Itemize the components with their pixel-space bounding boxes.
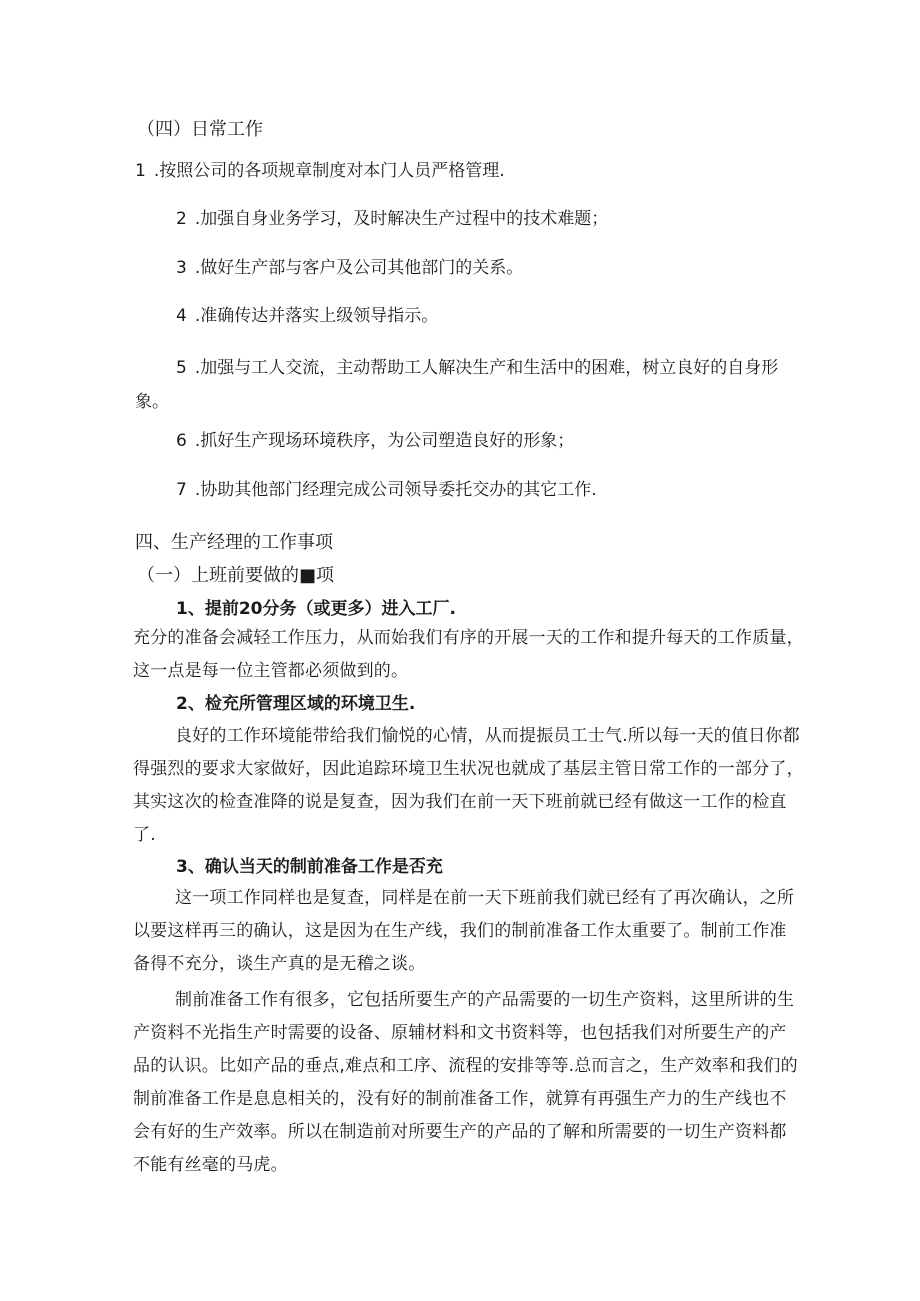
paragraph-line: 制前准备工作是息息相关的，没有好的制前准备工作，就算有再强生产力的生产线也不	[133, 1089, 787, 1109]
list-item-number: 3	[176, 258, 187, 278]
paragraph-line: 制前准备工作有很多，它包括所要生产的产品需要的一切生产资料，这里所讲的生	[175, 990, 795, 1010]
list-item-number: 2	[176, 209, 187, 229]
paragraph-line: 备得不充分，谈生产真的是无稽之谈。	[133, 954, 426, 974]
list-item-text: .协助其他部门经理完成公司领导委托交办的其它工作.	[194, 480, 597, 500]
paragraph-line: 良好的工作环境能带给我们愉悦的心情，从而提振员工士气.所以每一天的值日你都	[175, 726, 800, 746]
list-item-number: 1	[135, 161, 146, 181]
paragraph-line: 不能有丝毫的马虎。	[133, 1155, 288, 1175]
list-item	[176, 208, 608, 230]
paragraph-hygiene	[133, 720, 804, 852]
item-heading-hygiene-check: 2、检充所管理区域的环境卫生.	[176, 694, 416, 714]
list-item-text: .做好生产部与客户及公司其他部门的关系。	[194, 258, 524, 278]
paragraph-line: 其实这次的检查准降的说是复查，因为我们在前一天下班前就已经有做这一工作的检直	[133, 792, 787, 812]
section-heading-daily-work: （四）日常工作	[137, 119, 263, 140]
subsection-heading-before-work: （一）上班前要做的■项	[137, 565, 335, 586]
section-heading-manager-duties: 四、生产经理的工作事项	[135, 532, 333, 553]
paragraph-line: 得强烈的要求大家做好，因此追踪环境卫生状况也就成了基层主管日常工作的一部分了，	[133, 759, 804, 779]
list-item-continuation: 象。	[135, 392, 169, 412]
list-item	[176, 257, 523, 279]
list-item	[176, 305, 438, 327]
list-item-text: .加强与工人交流，主动帮助工人解决生产和生活中的困难，树立良好的自身形	[194, 358, 779, 378]
list-item	[176, 479, 597, 501]
paragraph-line: 以要这样再三的确认，这是因为在生产线，我们的制前准备工作太重要了。制前工作准	[133, 921, 787, 941]
list-item-text: .抓好生产现场环境秩序，为公司塑造良好的形象；	[194, 431, 575, 451]
list-item	[176, 357, 778, 379]
paragraph-line: 产资料不光指生产时需要的设备、原辅材料和文书资料等，也包括我们对所要生产的产	[133, 1023, 787, 1043]
paragraph-preparation	[133, 622, 804, 688]
list-item-number: 5	[176, 358, 187, 378]
item-heading-pre-production: 3、确认当天的制前准备工作是否充	[176, 857, 443, 877]
paragraph-line: 品的认识。比如产品的垂点,难点和工序、流程的安排等等.总而言之，生产效率和我们的	[133, 1056, 798, 1076]
list-item-text: .加强自身业务学习，及时解决生产过程中的技术难题；	[194, 209, 609, 229]
paragraph-line: 这一点是每一位主管都必须做到的。	[133, 661, 409, 681]
paragraph-recheck	[133, 882, 793, 981]
item-heading-arrive-early: 1、提前20分务（或更多）进入工厂.	[176, 599, 456, 619]
paragraph-line: 会有好的生产效率。所以在制造前对所要生产的产品的了解和所需要的一切生产资料都	[133, 1122, 787, 1142]
list-item-number: 7	[176, 480, 187, 500]
list-item	[135, 160, 505, 182]
paragraph-line: 了.	[133, 825, 156, 845]
list-item-number: 6	[176, 431, 187, 451]
list-item-number: 4	[176, 306, 187, 326]
list-item	[176, 430, 574, 452]
paragraph-line: 充分的准备会减轻工作压力，从而始我们有序的开展一天的工作和提升每天的工作质量，	[133, 628, 804, 648]
list-item-text: .准确传达并落实上级领导指示。	[194, 306, 439, 326]
paragraph-preparation-details	[133, 984, 798, 1182]
paragraph-line: 这一项工作同样也是复查，同样是在前一天下班前我们就已经有了再次确认，之所	[175, 888, 795, 908]
list-item-text: .按照公司的各项规章制度对本门人员严格管理.	[153, 161, 505, 181]
